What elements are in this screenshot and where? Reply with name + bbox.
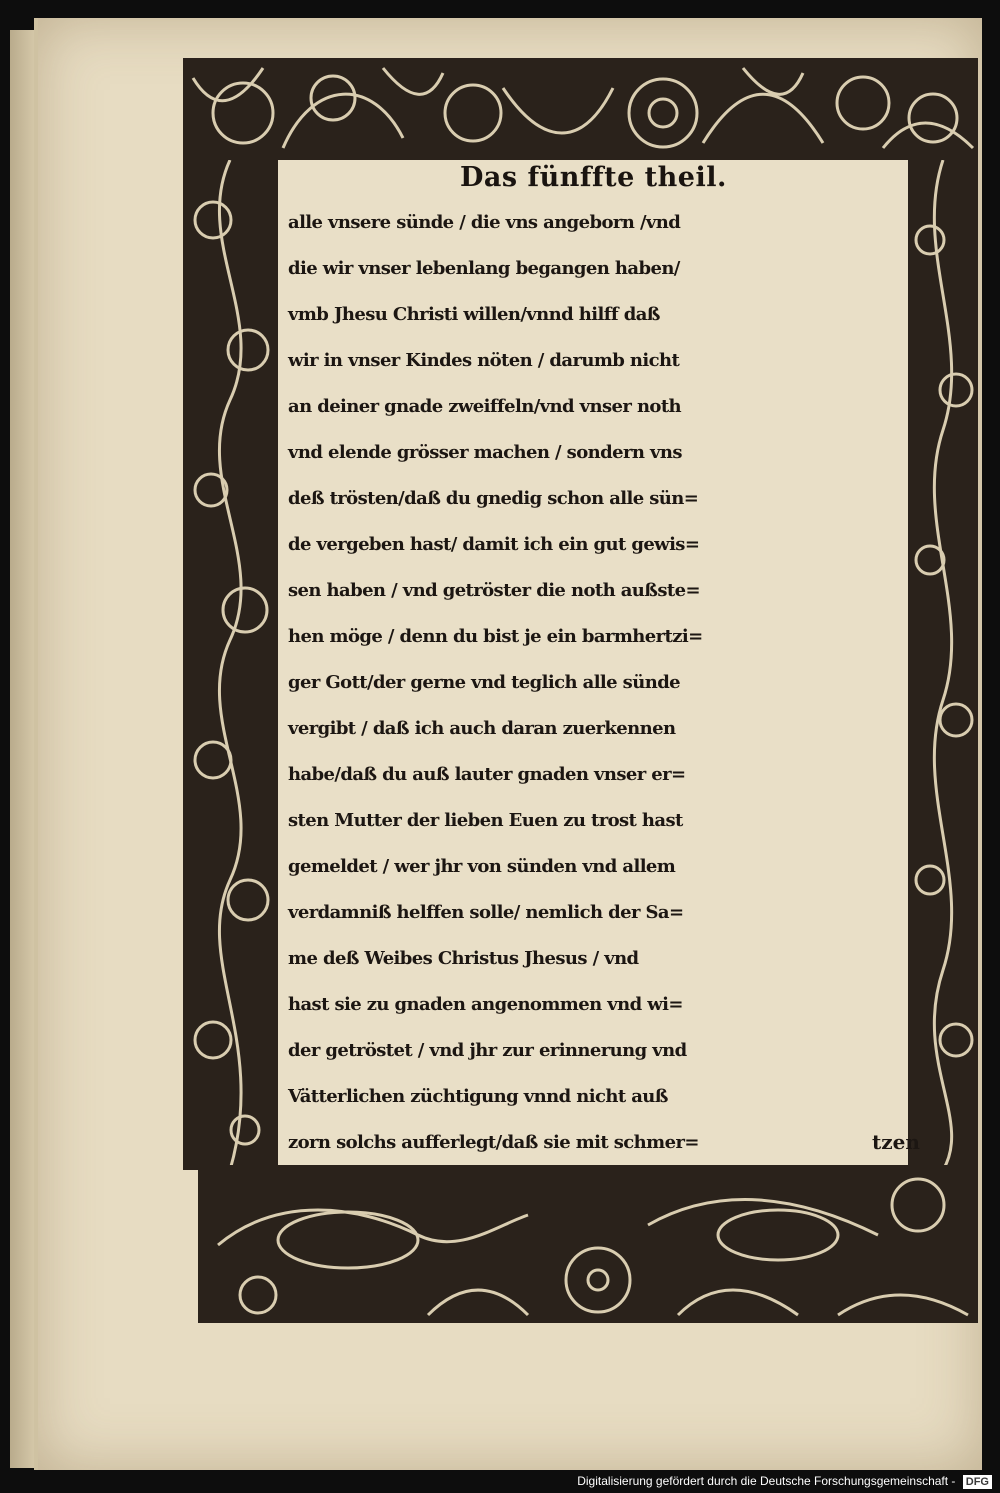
- text-line: me deß Weibes Christus Jhesus / vnd: [288, 948, 639, 969]
- text-line: hen möge / denn du bist je ein barmhertzi=: [288, 626, 703, 647]
- text-line: vnd elende grösser machen / sondern vns: [288, 442, 682, 463]
- text-line: der getröstet / vnd jhr zur erinnerung vnd: [288, 1040, 687, 1061]
- text-line: vergibt / daß ich auch daran zuerkennen: [288, 718, 676, 739]
- text-line: die wir vnser lebenlang begangen haben/: [288, 258, 680, 279]
- text-line: deß trösten/daß du gnedig schon alle sün=: [288, 488, 699, 509]
- text-line: habe/daß du auß lauter gnaden vnser er=: [288, 764, 686, 785]
- footer-text: Digitalisierung gefördert durch die Deutsche Forschungsgemeinschaft -: [577, 1474, 956, 1488]
- text-line: verdamniß helffen solle/ nemlich der Sa=: [288, 902, 684, 923]
- text-line: wir in vnser Kindes nöten / darumb nicht: [288, 350, 680, 371]
- woodcut-border-left: [183, 160, 278, 1170]
- text-line: de vergeben hast/ damit ich ein gut gewis=: [288, 534, 700, 555]
- page-edge: [10, 30, 36, 1468]
- text-line: an deiner gnade zweiffeln/vnd vnser noth: [288, 396, 682, 417]
- dfg-logo: DFG: [963, 1475, 992, 1489]
- text-line: alle vnsere sünde / die vns angeborn /vnd: [288, 212, 681, 233]
- footer-credit: [577, 1473, 992, 1489]
- text-line: gemeldet / wer jhr von sünden vnd allem: [288, 856, 676, 877]
- woodcut-border-bottom: [198, 1165, 978, 1323]
- text-line: vmb Jhesu Christi willen/vnnd hilff daß: [288, 304, 660, 325]
- running-head: Das fünffte theil.: [460, 162, 727, 193]
- body-text: [288, 200, 908, 1166]
- text-line: zorn solchs aufferlegt/daß sie mit schmer=: [288, 1132, 699, 1153]
- text-line: sten Mutter der lieben Euen zu trost hast: [288, 810, 683, 831]
- woodcut-border-top: [183, 58, 978, 162]
- catchword: tzen: [872, 1130, 920, 1154]
- woodcut-border-right: [908, 160, 978, 1170]
- text-line: Vätterlichen züchtigung vnnd nicht auß: [288, 1086, 668, 1107]
- text-line: hast sie zu gnaden angenommen vnd wi=: [288, 994, 683, 1015]
- text-line: sen haben / vnd getröster die noth außste=: [288, 580, 700, 601]
- text-line: ger Gott/der gerne vnd teglich alle sünde: [288, 672, 681, 693]
